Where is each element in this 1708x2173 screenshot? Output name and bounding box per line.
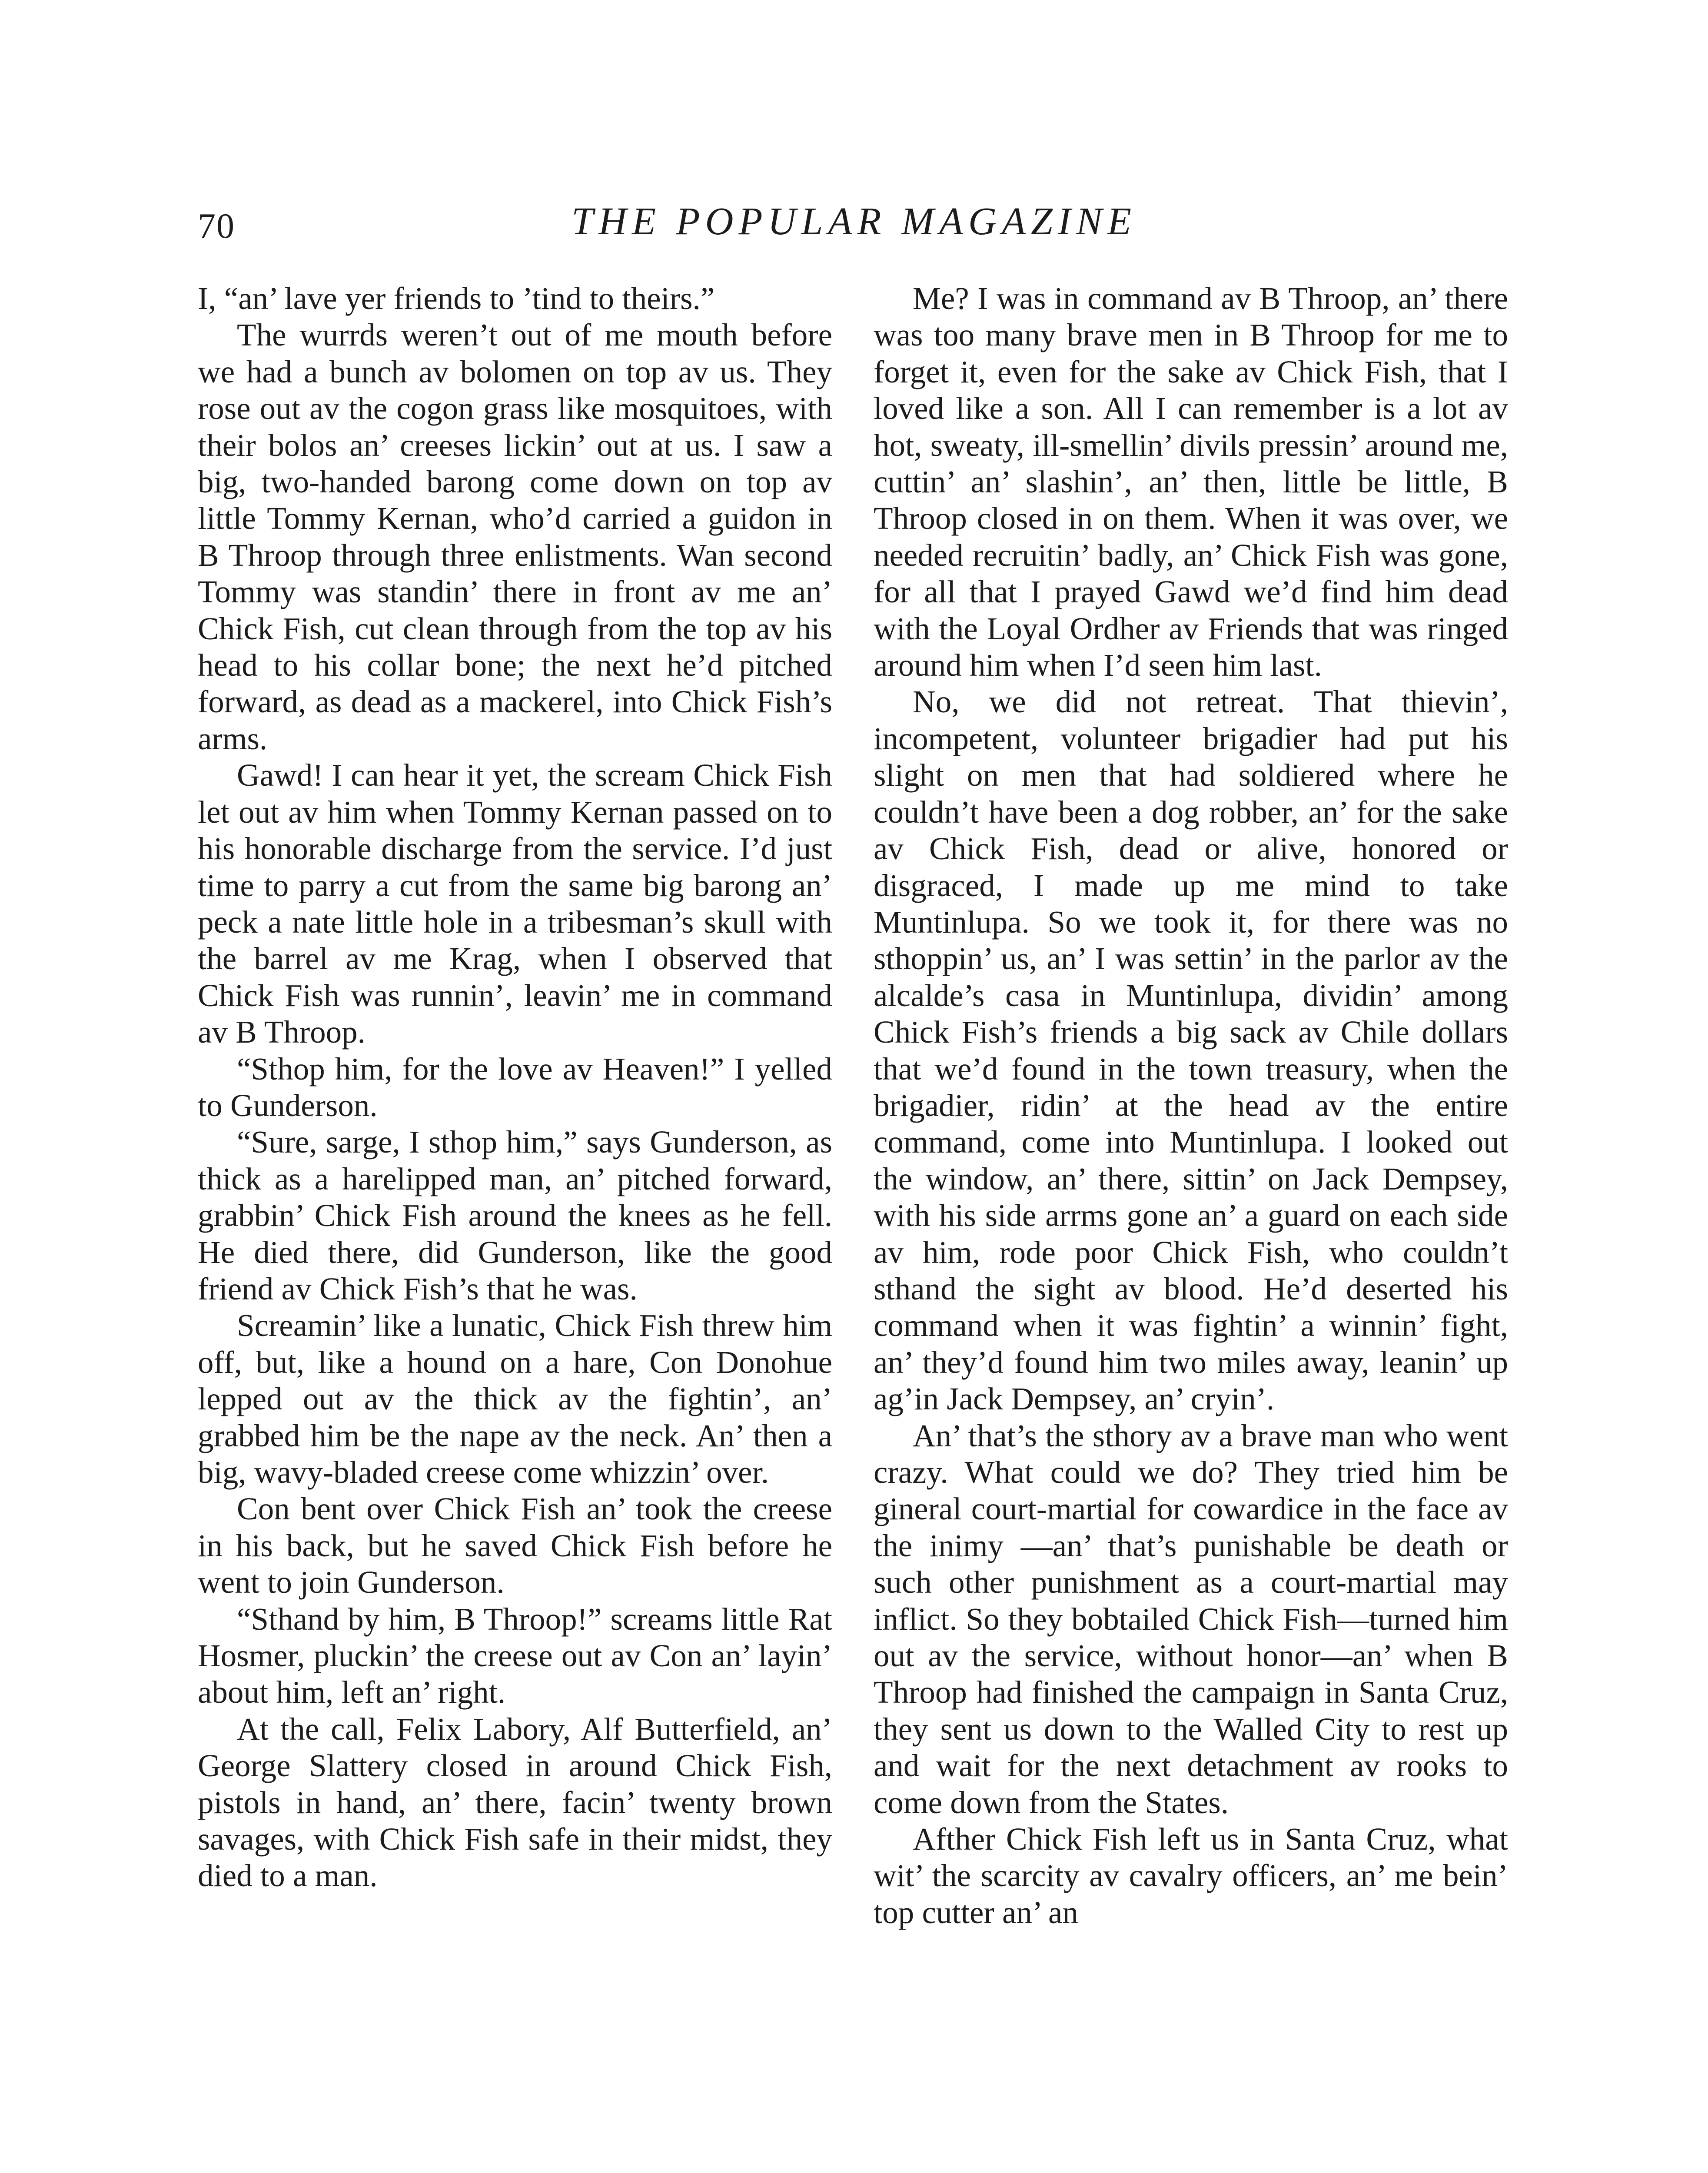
left-column bbox=[198, 280, 832, 1894]
paragraph: Con bent over Chick Fish an’ took the creese in his back, but he saved Chick Fish before he went to join Gunderson. bbox=[198, 1491, 832, 1600]
paragraph: “Sure, sarge, I sthop him,” says Gunderson, as thick as a harelipped man, an’ pitched forward, grabbin’ Chick Fish around the knees as he fell. He died there, did Gunderson, like the good friend av Chick Fish’s that he was. bbox=[198, 1124, 832, 1306]
paragraph: At the call, Felix Labory, Alf Butterfield, an’ George Slattery closed in around Chick Fish, pistols in hand, an’ there, facin’ twenty brown savages, with Chick Fish safe in their midst, they died to a man. bbox=[198, 1711, 832, 1894]
paragraph: Afther Chick Fish left us in Santa Cruz, what wit’ the scarcity av cavalry officers, an’ me bein’ top cutter an’ an bbox=[874, 1821, 1508, 1930]
paragraph: Screamin’ like a lunatic, Chick Fish threw him off, but, like a hound on a hare, Con Donohue lepped out av the thick av the fightin’, an’ grabbed him be the nape av the neck. An’ then a big, wavy-bladed creese come whizzin’ over. bbox=[198, 1308, 832, 1490]
right-column bbox=[874, 280, 1508, 1931]
paragraph: The wurrds weren’t out of me mouth before we had a bunch av bolomen on top av us. They rose out av the cogon grass like mosquitoes, with their bolos an’ creeses lickin’ out at us. I saw a big, two-handed barong come down on top av little Tommy Kernan, who’d carried a guidon in B Throop through three enlistments. Wan second Tommy was standin’ there in front av me an’ Chick Fish, cut clean through from the top av his head to his collar bone; the next he’d pitched forward, as dead as a mackerel, into Chick Fish’s arms. bbox=[198, 317, 832, 756]
page-number: 70 bbox=[198, 206, 235, 246]
paragraph: No, we did not retreat. That thievin’, incompetent, volunteer brigadier had put his slight on men that had soldiered where he couldn’t have been a dog robber, an’ for the sake av Chick Fish, dead or alive, honored or disgraced, I made up me mind to take Muntinlupa. So we took it, for there was no sthoppin’ us, an’ I was settin’ in the parlor av the alcalde’s casa in Muntinlupa, dividin’ among Chick Fish’s friends a big sack av Chile dollars that we’d found in the town treasury, when the brigadier, ridin’ at the head av the entire command, come into Muntinlupa. I looked out the window, an’ there, sittin’ on Jack Dempsey, with his side arrms gone an’ a guard on each side av him, rode poor Chick Fish, who couldn’t sthand the sight av blood. He’d deserted his command when it was fightin’ a winnin’ fight, an’ they’d found him two miles away, leanin’ up ag’in Jack Dempsey, an’ cryin’. bbox=[874, 684, 1508, 1417]
page-header bbox=[0, 196, 1708, 265]
paragraph: An’ that’s the sthory av a brave man who went crazy. What could we do? They tried him be gineral court-martial for cowardice in the face av the inimy —an’ that’s punishable be death or such other punishment as a court-martial may inflict. So they bobtailed Chick Fish—turned him out av the service, without honor—an’ when B Throop had finished the campaign in Santa Cruz, they sent us down to the Walled City to rest up and wait for the next detachment av rooks to come down from the States. bbox=[874, 1418, 1508, 1820]
running-title: THE POPULAR MAGAZINE bbox=[572, 200, 1136, 243]
paragraph: Gawd! I can hear it yet, the scream Chick Fish let out av him when Tommy Kernan passed on to his honorable discharge from the service. I’d just time to parry a cut from the same big barong an’ peck a nate little hole in a tribesman’s skull with the barrel av me Krag, when I observed that Chick Fish was runnin’, leavin’ me in command av B Throop. bbox=[198, 758, 832, 1050]
paragraph: “Sthop him, for the love av Heaven!” I yelled to Gunderson. bbox=[198, 1051, 832, 1123]
paragraph: “Sthand by him, B Throop!” screams little Rat Hosmer, pluckin’ the creese out av Con an’ layin’ about him, left an’ right. bbox=[198, 1601, 832, 1710]
paragraph: I, “an’ lave yer friends to ’tind to theirs.” bbox=[198, 281, 715, 316]
paragraph: Me? I was in command av B Throop, an’ there was too many brave men in B Throop for me to forget it, even for the sake av Chick Fish, that I loved like a son. All I can remember is a lot av hot, sweaty, ill-smellin’ divils pressin’ around me, cuttin’ an’ slashin’, an’ then, little be little, B Throop closed in on them. When it was over, we needed recruitin’ badly, an’ Chick Fish was gone, for all that I prayed Gawd we’d find him dead with the Loyal Ordher av Friends that was ringed around him when I’d seen him last. bbox=[874, 281, 1508, 683]
